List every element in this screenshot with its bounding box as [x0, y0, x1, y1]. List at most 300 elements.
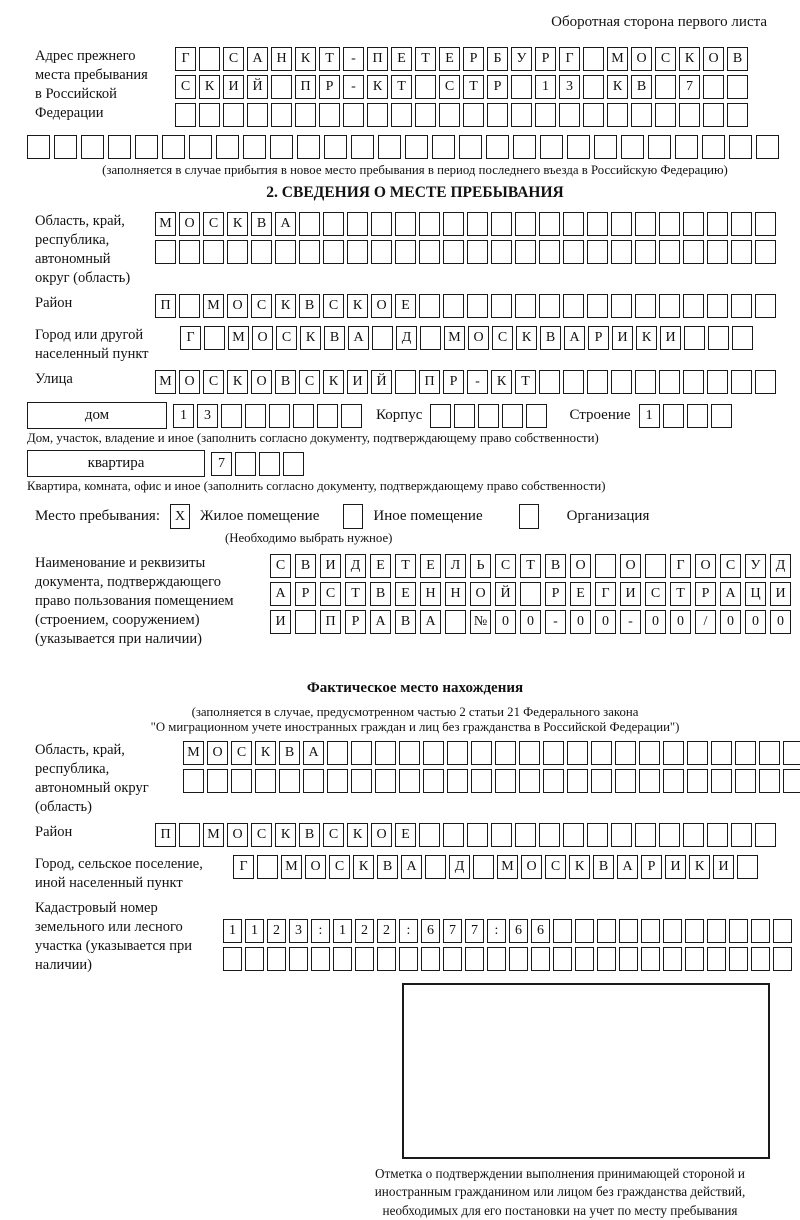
char-cell[interactable]: П: [295, 75, 316, 99]
char-cell[interactable]: Б: [487, 47, 508, 71]
char-cell[interactable]: Т: [391, 75, 412, 99]
char-cell[interactable]: И: [320, 554, 341, 578]
char-cell[interactable]: О: [570, 554, 591, 578]
char-cell[interactable]: К: [275, 294, 296, 318]
char-cell[interactable]: [355, 947, 374, 971]
char-cell[interactable]: О: [468, 326, 489, 350]
char-cell[interactable]: Е: [570, 582, 591, 606]
char-cell[interactable]: [737, 855, 758, 879]
char-cell[interactable]: Р: [463, 47, 484, 71]
char-cell[interactable]: [293, 404, 314, 428]
char-cell[interactable]: [275, 240, 296, 264]
char-cell[interactable]: К: [491, 370, 512, 394]
char-cell[interactable]: [702, 135, 725, 159]
char-cell[interactable]: Т: [520, 554, 541, 578]
char-cell[interactable]: [491, 240, 512, 264]
char-cell[interactable]: [375, 769, 396, 793]
char-cell[interactable]: [423, 769, 444, 793]
char-cell[interactable]: [535, 103, 556, 127]
char-cell[interactable]: Т: [415, 47, 436, 71]
char-cell[interactable]: И: [713, 855, 734, 879]
char-cell[interactable]: [255, 769, 276, 793]
char-cell[interactable]: [583, 75, 604, 99]
char-cell[interactable]: [655, 103, 676, 127]
char-cell[interactable]: [526, 404, 547, 428]
char-cell[interactable]: -: [467, 370, 488, 394]
char-cell[interactable]: [343, 103, 364, 127]
char-cell[interactable]: [683, 294, 704, 318]
char-cell[interactable]: В: [727, 47, 748, 71]
char-cell[interactable]: К: [353, 855, 374, 879]
char-cell[interactable]: -: [620, 610, 641, 634]
char-cell[interactable]: [659, 294, 680, 318]
char-cell[interactable]: Р: [588, 326, 609, 350]
char-cell[interactable]: [367, 103, 388, 127]
char-cell[interactable]: [707, 919, 726, 943]
char-cell[interactable]: [108, 135, 131, 159]
char-cell[interactable]: [567, 769, 588, 793]
char-cell[interactable]: В: [279, 741, 300, 765]
char-cell[interactable]: Й: [247, 75, 268, 99]
char-cell[interactable]: У: [745, 554, 766, 578]
char-cell[interactable]: И: [347, 370, 368, 394]
char-cell[interactable]: [423, 741, 444, 765]
char-cell[interactable]: [663, 947, 682, 971]
char-cell[interactable]: [487, 947, 506, 971]
char-cell[interactable]: [756, 135, 779, 159]
char-cell[interactable]: -: [343, 47, 364, 71]
char-cell[interactable]: К: [516, 326, 537, 350]
char-cell[interactable]: Г: [175, 47, 196, 71]
char-cell[interactable]: [391, 103, 412, 127]
char-cell[interactable]: Д: [770, 554, 791, 578]
char-cell[interactable]: [295, 610, 316, 634]
char-cell[interactable]: [711, 404, 732, 428]
char-cell[interactable]: Р: [641, 855, 662, 879]
char-cell[interactable]: [425, 855, 446, 879]
char-cell[interactable]: [372, 326, 393, 350]
char-cell[interactable]: Т: [463, 75, 484, 99]
char-cell[interactable]: 0: [645, 610, 666, 634]
char-cell[interactable]: :: [487, 919, 506, 943]
char-cell[interactable]: 0: [570, 610, 591, 634]
char-cell[interactable]: [611, 294, 632, 318]
char-cell[interactable]: [615, 769, 636, 793]
char-cell[interactable]: [231, 769, 252, 793]
char-cell[interactable]: [659, 212, 680, 236]
char-cell[interactable]: 2: [355, 919, 374, 943]
char-cell[interactable]: [587, 823, 608, 847]
char-cell[interactable]: [567, 741, 588, 765]
char-cell[interactable]: [327, 769, 348, 793]
char-cell[interactable]: П: [155, 294, 176, 318]
char-cell[interactable]: 1: [535, 75, 556, 99]
char-cell[interactable]: М: [203, 294, 224, 318]
char-cell[interactable]: Л: [445, 554, 466, 578]
char-cell[interactable]: [563, 823, 584, 847]
char-cell[interactable]: [635, 370, 656, 394]
char-cell[interactable]: [395, 240, 416, 264]
char-cell[interactable]: М: [281, 855, 302, 879]
char-cell[interactable]: [611, 823, 632, 847]
char-cell[interactable]: Е: [370, 554, 391, 578]
char-cell[interactable]: О: [305, 855, 326, 879]
char-cell[interactable]: [375, 741, 396, 765]
char-cell[interactable]: [751, 919, 770, 943]
char-cell[interactable]: [543, 741, 564, 765]
char-cell[interactable]: Т: [670, 582, 691, 606]
char-cell[interactable]: [587, 370, 608, 394]
checkbox-inoe[interactable]: [343, 504, 363, 529]
char-cell[interactable]: [317, 404, 338, 428]
char-cell[interactable]: А: [270, 582, 291, 606]
char-cell[interactable]: В: [370, 582, 391, 606]
char-cell[interactable]: К: [300, 326, 321, 350]
char-cell[interactable]: В: [395, 610, 416, 634]
char-cell[interactable]: [199, 103, 220, 127]
char-cell[interactable]: А: [275, 212, 296, 236]
char-cell[interactable]: [520, 582, 541, 606]
char-cell[interactable]: [267, 947, 286, 971]
char-cell[interactable]: В: [545, 554, 566, 578]
checkbox-organizaciya[interactable]: [519, 504, 539, 529]
char-cell[interactable]: [235, 452, 256, 476]
char-cell[interactable]: О: [179, 370, 200, 394]
char-cell[interactable]: [559, 103, 580, 127]
char-cell[interactable]: О: [470, 582, 491, 606]
char-cell[interactable]: А: [617, 855, 638, 879]
char-cell[interactable]: А: [303, 741, 324, 765]
char-cell[interactable]: [587, 212, 608, 236]
char-cell[interactable]: [707, 947, 726, 971]
char-cell[interactable]: [443, 212, 464, 236]
char-cell[interactable]: [515, 240, 536, 264]
char-cell[interactable]: В: [299, 294, 320, 318]
char-cell[interactable]: И: [620, 582, 641, 606]
char-cell[interactable]: [759, 769, 780, 793]
char-cell[interactable]: -: [343, 75, 364, 99]
char-cell[interactable]: [515, 212, 536, 236]
char-cell[interactable]: П: [419, 370, 440, 394]
char-cell[interactable]: [611, 370, 632, 394]
char-cell[interactable]: М: [203, 823, 224, 847]
char-cell[interactable]: [447, 741, 468, 765]
char-cell[interactable]: [299, 240, 320, 264]
char-cell[interactable]: О: [179, 212, 200, 236]
char-cell[interactable]: [583, 103, 604, 127]
char-cell[interactable]: [467, 212, 488, 236]
char-cell[interactable]: [755, 823, 776, 847]
char-cell[interactable]: С: [223, 47, 244, 71]
char-cell[interactable]: [415, 103, 436, 127]
char-cell[interactable]: [333, 947, 352, 971]
char-cell[interactable]: О: [703, 47, 724, 71]
char-cell[interactable]: [631, 103, 652, 127]
char-cell[interactable]: [243, 135, 266, 159]
char-cell[interactable]: [708, 326, 729, 350]
char-cell[interactable]: М: [444, 326, 465, 350]
char-cell[interactable]: [735, 769, 756, 793]
char-cell[interactable]: С: [323, 823, 344, 847]
char-cell[interactable]: [419, 240, 440, 264]
char-cell[interactable]: [587, 240, 608, 264]
char-cell[interactable]: С: [203, 212, 224, 236]
char-cell[interactable]: [399, 769, 420, 793]
char-cell[interactable]: [443, 240, 464, 264]
char-cell[interactable]: С: [720, 554, 741, 578]
char-cell[interactable]: [179, 823, 200, 847]
char-cell[interactable]: [707, 823, 728, 847]
char-cell[interactable]: [454, 404, 475, 428]
char-cell[interactable]: В: [377, 855, 398, 879]
char-cell[interactable]: [371, 240, 392, 264]
char-cell[interactable]: Р: [535, 47, 556, 71]
char-cell[interactable]: [443, 294, 464, 318]
apartment-type-box[interactable]: квартира: [27, 450, 205, 477]
char-cell[interactable]: [635, 294, 656, 318]
char-cell[interactable]: С: [645, 582, 666, 606]
char-cell[interactable]: К: [689, 855, 710, 879]
char-cell[interactable]: [271, 75, 292, 99]
char-cell[interactable]: [685, 947, 704, 971]
char-cell[interactable]: [539, 370, 560, 394]
char-cell[interactable]: С: [439, 75, 460, 99]
char-cell[interactable]: [707, 240, 728, 264]
char-cell[interactable]: [531, 947, 550, 971]
char-cell[interactable]: [247, 103, 268, 127]
char-cell[interactable]: [495, 769, 516, 793]
char-cell[interactable]: [269, 404, 290, 428]
char-cell[interactable]: К: [323, 370, 344, 394]
char-cell[interactable]: :: [399, 919, 418, 943]
char-cell[interactable]: Е: [395, 823, 416, 847]
char-cell[interactable]: [511, 103, 532, 127]
char-cell[interactable]: 0: [720, 610, 741, 634]
char-cell[interactable]: [419, 823, 440, 847]
char-cell[interactable]: [755, 294, 776, 318]
char-cell[interactable]: [465, 947, 484, 971]
char-cell[interactable]: Е: [420, 554, 441, 578]
char-cell[interactable]: [467, 240, 488, 264]
char-cell[interactable]: Д: [396, 326, 417, 350]
char-cell[interactable]: [615, 741, 636, 765]
char-cell[interactable]: А: [564, 326, 585, 350]
char-cell[interactable]: [711, 741, 732, 765]
char-cell[interactable]: [155, 240, 176, 264]
char-cell[interactable]: И: [665, 855, 686, 879]
char-cell[interactable]: [491, 823, 512, 847]
char-cell[interactable]: [495, 741, 516, 765]
char-cell[interactable]: [687, 741, 708, 765]
char-cell[interactable]: Р: [695, 582, 716, 606]
char-cell[interactable]: [703, 103, 724, 127]
char-cell[interactable]: [563, 240, 584, 264]
char-cell[interactable]: [519, 769, 540, 793]
char-cell[interactable]: К: [636, 326, 657, 350]
char-cell[interactable]: [783, 741, 800, 765]
char-cell[interactable]: 1: [245, 919, 264, 943]
char-cell[interactable]: [683, 823, 704, 847]
char-cell[interactable]: О: [207, 741, 228, 765]
char-cell[interactable]: [175, 103, 196, 127]
char-cell[interactable]: [639, 769, 660, 793]
char-cell[interactable]: [179, 294, 200, 318]
char-cell[interactable]: К: [679, 47, 700, 71]
char-cell[interactable]: Д: [345, 554, 366, 578]
char-cell[interactable]: [707, 370, 728, 394]
char-cell[interactable]: [378, 135, 401, 159]
char-cell[interactable]: [471, 741, 492, 765]
char-cell[interactable]: С: [203, 370, 224, 394]
char-cell[interactable]: [635, 240, 656, 264]
char-cell[interactable]: [347, 240, 368, 264]
char-cell[interactable]: О: [521, 855, 542, 879]
char-cell[interactable]: [563, 294, 584, 318]
char-cell[interactable]: Г: [180, 326, 201, 350]
char-cell[interactable]: [199, 47, 220, 71]
char-cell[interactable]: [445, 610, 466, 634]
char-cell[interactable]: [399, 741, 420, 765]
char-cell[interactable]: [443, 947, 462, 971]
char-cell[interactable]: 0: [595, 610, 616, 634]
char-cell[interactable]: [519, 741, 540, 765]
char-cell[interactable]: [540, 135, 563, 159]
char-cell[interactable]: 0: [770, 610, 791, 634]
char-cell[interactable]: К: [607, 75, 628, 99]
char-cell[interactable]: М: [155, 212, 176, 236]
char-cell[interactable]: [663, 404, 684, 428]
char-cell[interactable]: [319, 103, 340, 127]
char-cell[interactable]: [515, 294, 536, 318]
char-cell[interactable]: [641, 919, 660, 943]
char-cell[interactable]: С: [251, 823, 272, 847]
char-cell[interactable]: [189, 135, 212, 159]
char-cell[interactable]: [323, 212, 344, 236]
char-cell[interactable]: [216, 135, 239, 159]
char-cell[interactable]: [419, 212, 440, 236]
char-cell[interactable]: [687, 404, 708, 428]
char-cell[interactable]: О: [631, 47, 652, 71]
char-cell[interactable]: А: [348, 326, 369, 350]
char-cell[interactable]: И: [660, 326, 681, 350]
char-cell[interactable]: [751, 947, 770, 971]
char-cell[interactable]: №: [470, 610, 491, 634]
char-cell[interactable]: [478, 404, 499, 428]
char-cell[interactable]: [729, 947, 748, 971]
char-cell[interactable]: [759, 741, 780, 765]
char-cell[interactable]: О: [252, 326, 273, 350]
char-cell[interactable]: [639, 741, 660, 765]
char-cell[interactable]: В: [251, 212, 272, 236]
char-cell[interactable]: [684, 326, 705, 350]
char-cell[interactable]: [648, 135, 671, 159]
char-cell[interactable]: [711, 769, 732, 793]
char-cell[interactable]: [755, 370, 776, 394]
char-cell[interactable]: А: [720, 582, 741, 606]
char-cell[interactable]: [204, 326, 225, 350]
char-cell[interactable]: [683, 370, 704, 394]
char-cell[interactable]: [395, 370, 416, 394]
char-cell[interactable]: [467, 294, 488, 318]
char-cell[interactable]: [575, 947, 594, 971]
char-cell[interactable]: [707, 294, 728, 318]
char-cell[interactable]: Г: [595, 582, 616, 606]
char-cell[interactable]: 2: [267, 919, 286, 943]
char-cell[interactable]: [502, 404, 523, 428]
char-cell[interactable]: [419, 294, 440, 318]
char-cell[interactable]: С: [276, 326, 297, 350]
char-cell[interactable]: Е: [395, 294, 416, 318]
char-cell[interactable]: Н: [271, 47, 292, 71]
char-cell[interactable]: Р: [545, 582, 566, 606]
char-cell[interactable]: [635, 823, 656, 847]
char-cell[interactable]: [597, 947, 616, 971]
char-cell[interactable]: 3: [289, 919, 308, 943]
char-cell[interactable]: [135, 135, 158, 159]
char-cell[interactable]: [675, 135, 698, 159]
char-cell[interactable]: [703, 75, 724, 99]
char-cell[interactable]: [591, 741, 612, 765]
char-cell[interactable]: Р: [443, 370, 464, 394]
char-cell[interactable]: 0: [495, 610, 516, 634]
char-cell[interactable]: [731, 370, 752, 394]
char-cell[interactable]: [299, 212, 320, 236]
char-cell[interactable]: П: [367, 47, 388, 71]
char-cell[interactable]: В: [593, 855, 614, 879]
char-cell[interactable]: [735, 741, 756, 765]
char-cell[interactable]: [327, 741, 348, 765]
house-type-box[interactable]: дом: [27, 402, 167, 429]
char-cell[interactable]: [420, 326, 441, 350]
char-cell[interactable]: [324, 135, 347, 159]
char-cell[interactable]: [539, 212, 560, 236]
char-cell[interactable]: [707, 212, 728, 236]
char-cell[interactable]: [183, 769, 204, 793]
char-cell[interactable]: С: [320, 582, 341, 606]
char-cell[interactable]: [245, 404, 266, 428]
char-cell[interactable]: И: [223, 75, 244, 99]
char-cell[interactable]: К: [199, 75, 220, 99]
char-cell[interactable]: К: [227, 370, 248, 394]
char-cell[interactable]: 1: [223, 919, 242, 943]
char-cell[interactable]: [257, 855, 278, 879]
char-cell[interactable]: 2: [377, 919, 396, 943]
char-cell[interactable]: [645, 554, 666, 578]
char-cell[interactable]: [773, 947, 792, 971]
char-cell[interactable]: [539, 823, 560, 847]
char-cell[interactable]: У: [511, 47, 532, 71]
char-cell[interactable]: [515, 823, 536, 847]
char-cell[interactable]: [731, 823, 752, 847]
char-cell[interactable]: [297, 135, 320, 159]
char-cell[interactable]: [463, 103, 484, 127]
char-cell[interactable]: 7: [465, 919, 484, 943]
char-cell[interactable]: О: [227, 823, 248, 847]
char-cell[interactable]: 3: [197, 404, 218, 428]
char-cell[interactable]: 3: [559, 75, 580, 99]
char-cell[interactable]: О: [227, 294, 248, 318]
char-cell[interactable]: [727, 103, 748, 127]
char-cell[interactable]: К: [275, 823, 296, 847]
char-cell[interactable]: 0: [745, 610, 766, 634]
char-cell[interactable]: [207, 769, 228, 793]
char-cell[interactable]: [511, 75, 532, 99]
char-cell[interactable]: [371, 212, 392, 236]
char-cell[interactable]: [543, 769, 564, 793]
char-cell[interactable]: [487, 103, 508, 127]
char-cell[interactable]: [563, 370, 584, 394]
char-cell[interactable]: [687, 769, 708, 793]
